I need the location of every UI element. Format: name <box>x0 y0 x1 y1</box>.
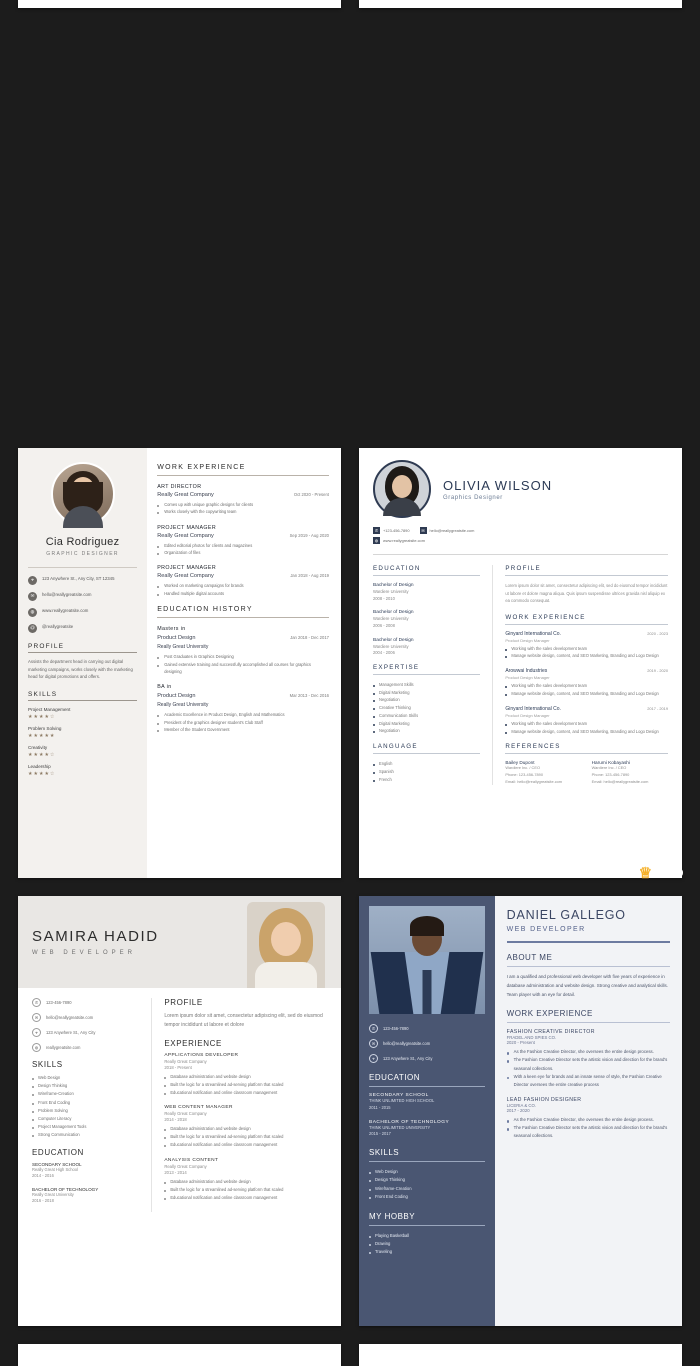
education-entry: BA in Product Design Mar 2013 - Dec 2016 Really Great University Academic Excellence in Product Design, English and Mathematics President of the graphics designer student's Club Staff Member of the Student Government <box>157 684 329 732</box>
about-text: I am a qualified and professional web developer with five years of experience in database administration and website design. Strong creative and analytical skills. Team player with an eye for detail. <box>506 974 668 997</box>
mail-icon: ✉ <box>32 1013 41 1022</box>
rating-stars: ★★★★★ <box>28 732 56 739</box>
job-entry: APPLICATIONS DEVELOPER Really Great Company 2018 - Present Database administration and website design Built the logic for a streamlined ad-serving platform that scaled Educational notification and online classroom management <box>164 1053 327 1098</box>
section-about-title: ABOUT ME <box>506 953 553 962</box>
education-entry: BACHELOR OF TECHNOLOGY THINK UNLIMITED UNIVERSITY 2015 - 2017 <box>369 1119 450 1137</box>
page-title: Cia Rodriguez <box>45 536 120 548</box>
profile-text: Lorem ipsum dolor sit amet, consectetur adipiscing elit, sed do eiusmod tempor incididunt ut labore et dolore <box>164 1013 323 1029</box>
globe-icon: ◍ <box>374 538 379 543</box>
resume4-role: WEB DEVELOPER <box>506 926 586 933</box>
contact-email: ✉ hello@reallygreatsite.com <box>421 528 475 533</box>
resume2-role: Graphics Designer <box>443 494 503 501</box>
divider <box>507 941 670 943</box>
section-references-title: REFERENCES <box>505 743 561 751</box>
template-card-clipped-2[interactable] <box>359 0 682 8</box>
contact-email: ✉ hello@reallygreatsite.com <box>32 1013 139 1022</box>
contact-website: ◍ www.reallygreatsite.com <box>28 608 137 617</box>
template-card-clipped-1[interactable] <box>18 0 341 8</box>
rating-stars: ★★★★☆ <box>28 770 56 777</box>
resume-card-cia-rodriguez[interactable] <box>18 448 341 878</box>
education-entry: SECONDARY SCHOOL Really Great High School 2014 - 2016 <box>32 1161 82 1179</box>
contact-website: ◍ www.reallygreatsite.com <box>374 538 425 543</box>
reference-entry: Harumi Kobayashi Wardiere Inc. / CEO Phone: 123-456-7890 Email: hello@reallygreatsite.com <box>591 760 649 784</box>
skill-item: Leadership ★★★★☆ <box>28 764 137 777</box>
section-hobby-title: MY HOBBY <box>369 1211 416 1221</box>
contact-location: ⌖ 123 Anywhere St., Any City <box>32 1028 139 1037</box>
divider <box>28 567 137 568</box>
contact-website: ◍ reallygreatsite.com <box>32 1043 139 1052</box>
resume-card-olivia-wilson[interactable] <box>359 448 682 878</box>
page-title: OLIVIA WILSON <box>443 477 553 493</box>
phone-icon: ✆ <box>369 1024 378 1033</box>
avatar <box>369 906 485 1014</box>
job-entry: Ginyard International Co. 2020 - 2023 Product Design Manager Working with the sales development team Manage website design, content, and SEO Marketing, Branding and Logo Design <box>505 630 668 659</box>
resume3-main <box>151 998 327 1212</box>
section-skills-title: SKILLS <box>28 690 58 698</box>
job-entry: Arowwai Industries 2019 - 2020 Product Design Manager Working with the sales development team Manage website design, content, and SEO Marketing, Branding and Logo Design <box>505 668 668 696</box>
job-entry: ANALYSIS CONTENT Really Great Company 2013 - 2014 Database administration and website design Built the logic for a streamlined ad-serving platform that scaled Educational notification and online classroom management <box>164 1158 327 1203</box>
resume1-role: GRAPHIC DESIGNER <box>46 551 119 557</box>
section-experience-title: EXPERIENCE <box>164 1038 222 1048</box>
resume2-sidebar: EDUCATION Bachelor of Design Wardiere University 2008 - 2010 Bachelor of Design Wardiere University 2006 - 2008 Bachelor of Design Wardiere University 2004 - 2006 EXPERTISE Management Skills Digital Marketing Negotiation Creative Thinking Communication Skills Digital Marketing Negotiation LANGUAGE English Spanish French <box>373 565 480 785</box>
education-entry: Bachelor of Design Wardiere University 2004 - 2006 <box>373 637 414 656</box>
mail-icon: ✉ <box>28 592 37 601</box>
education-entry: BACHELOR OF TECHNOLOGY Really Great University 2016 - 2018 <box>32 1186 99 1204</box>
section-language-title: LANGUAGE <box>373 743 418 751</box>
rating-stars: ★★★★☆ <box>28 751 56 758</box>
location-icon: ⌖ <box>28 576 37 585</box>
resume3-header <box>18 896 341 988</box>
contact-row-2 <box>373 537 668 544</box>
contact-email: ✉ hello@reallygreatsite.com <box>369 1039 485 1048</box>
job-entry: PROJECT MANAGER Really Great Company Sep 2019 - Aug 2020 Edited editorial photos for clients and magazines Organization of files <box>157 524 329 556</box>
skill-item: Problem Solving ★★★★★ <box>28 726 137 739</box>
skill-item: Project Management ★★★★☆ <box>28 707 137 720</box>
contact-location: ⌖ 123 Anywhere St., Any City, ST 12345 <box>28 576 137 585</box>
section-profile-title: PROFILE <box>28 643 65 650</box>
at-icon: @ <box>28 624 37 633</box>
section-education-title: EDUCATION <box>369 1073 421 1082</box>
job-entry: WEB CONTENT MANAGER Really Great Company 2014 - 2018 Database administration and website design Built the logic for a streamlined ad-serving platform that scaled Educational notification and online classroom management <box>164 1105 327 1150</box>
location-icon: ⌖ <box>369 1054 378 1063</box>
mail-icon: ✉ <box>369 1039 378 1048</box>
contact-location: ⌖ 123 Anywhere St., Any City <box>369 1054 485 1063</box>
section-work-title: WORK EXPERIENCE <box>506 1009 593 1019</box>
avatar <box>247 902 325 988</box>
resume1-sidebar <box>18 448 147 878</box>
pro-badge[interactable] <box>639 864 684 882</box>
resume2-header <box>373 460 668 518</box>
resume3-sidebar: ✆ 123-456-7890 ✉ hello@reallygreatsite.com ⌖ 123 Anywhere St., Any City ◍ reallygreatsite.com SKILLS Web Design Design Thinking Wireframe-Creation Front End Coding Problem Solving Computer Literacy Project Management Tools Strong Communication EDUCATION SECONDARY SCHOOL Really Great High School 2014 - 2016 BACHELOR OF TECHNOLOGY Really Great University 2016 - 2018 <box>32 998 139 1212</box>
profile-text: Lorem ipsum dolor sit amet, consectetur adipiscing elit, sed do eiusmod tempor incididunt ut labore et dolore magna aliqua. Quis ipsum suspendisse ultrices gravida nisl aliquip ex ea commodo consequat. <box>505 583 668 604</box>
globe-icon: ◍ <box>28 608 37 617</box>
contact-phone: ✆ 123-456-7890 <box>32 998 139 1007</box>
mail-icon: ✉ <box>421 528 425 533</box>
divider <box>373 554 668 555</box>
rating-stars: ★★★★☆ <box>28 713 56 720</box>
section-skills-title: SKILLS <box>32 1060 63 1069</box>
crown-icon: ♕ <box>638 864 653 882</box>
page-title: SAMIRA HADID <box>32 928 159 945</box>
template-card-clipped-4[interactable] <box>359 1344 682 1366</box>
resume3-role: WEB DEVELOPER <box>32 950 137 956</box>
job-entry: PROJECT MANAGER Really Great Company Jan 2018 - Aug 2019 Worked on marketing campaigns for brands Handled multiple digital accounts <box>157 565 329 596</box>
job-entry: ART DIRECTOR Really Great Company Oct 2020 - Present Comes up with unique graphic designs for clients Works closely with the copywriting team <box>157 484 329 515</box>
resume4-sidebar: ✆ 123-456-7890 ✉ hello@reallygreatsite.com ⌖ 123 Anywhere St., Any City EDUCATION SECONDARY SCHOOL THINK UNLIMITED HIGH SCHOOL 2011 - 2015 BACHELOR OF TECHNOLOGY THINK UNLIMITED UNIVERSITY 2015 - 2017 SKILLS Web Design Design Thinking Wireframe-Creation Front End Coding MY HOBBY Playing Basketball Drawing Traveling <box>359 896 495 1326</box>
reference-entry: Bailey Dupont Wardiere Inc. / CEO Phone: 123-456-7890 Email: hello@reallygreatsite.com <box>505 760 563 784</box>
contact-phone: ✆ 123-456-7890 <box>369 1024 485 1033</box>
avatar <box>373 460 431 518</box>
contact-phone: ✆ +123-456-7890 <box>374 528 410 533</box>
globe-icon: ◍ <box>32 1043 41 1052</box>
profile-text: Assists the department head in carrying out digital marketing campaigns, works closely with the marketing head for digital promotions and offers. <box>28 659 133 680</box>
education-entry: SECONDARY SCHOOL THINK UNLIMITED HIGH SCHOOL 2011 - 2015 <box>369 1093 435 1110</box>
section-skills-title: SKILLS <box>369 1148 400 1157</box>
pro-badge-label: Pro <box>656 864 684 881</box>
section-profile-title: PROFILE <box>164 998 203 1007</box>
section-education-title: EDUCATION <box>373 565 421 572</box>
section-education-title: EDUCATION <box>32 1147 84 1157</box>
gallery-row-clipped-bottom <box>18 1344 682 1366</box>
education-entry: Bachelor of Design Wardiere University 2006 - 2008 <box>373 610 414 629</box>
contact-social: @ @reallygreatsite <box>28 624 137 633</box>
page-title: DANIEL GALLEGO <box>506 908 626 922</box>
section-expertise-title: EXPERTISE <box>373 663 420 671</box>
job-entry: FASHION CREATIVE DIRECTOR FRADEL AND SPIES CO. 2020 - Present As the Fashion Creative Director, she oversees the entire design process. The Fashion Creative Director sets the artistic vision and direction for the brand's seasonal collections. With a keen eye for brands and an innate sense of style, the Fashion Creative Director oversees the entire creative process <box>507 1029 670 1089</box>
education-entry: Masters in Product Design Jan 2018 - Dec 2017 Really Great University Post Graduates in Graphics Designing Gained extensive training and successfully accomplished all courses for graphics designing <box>157 626 329 674</box>
section-work-title: WORK EXPERIENCE <box>157 464 246 471</box>
resume-card-samira-hadid[interactable] <box>18 896 341 1326</box>
location-icon: ⌖ <box>32 1028 41 1037</box>
phone-icon: ✆ <box>374 528 379 533</box>
education-entry: Bachelor of Design Wardiere University 2008 - 2010 <box>373 583 414 601</box>
section-profile-title: PROFILE <box>505 565 541 572</box>
section-education-title: EDUCATION HISTORY <box>157 606 253 614</box>
phone-icon: ✆ <box>32 998 41 1007</box>
gallery-row-clipped-top <box>18 0 682 8</box>
resume1-main <box>147 448 341 878</box>
job-entry: LEAD FASHION DESIGNER LICERIA & CO. 2017 - 2020 As the Fashion Creative Director, she oversees the entire design process. The Fashion Creative Director sets the artistic vision and direction for the brand's seasonal collections. <box>507 1097 670 1140</box>
resume4-main <box>495 896 682 1326</box>
section-work-title: WORK EXPERIENCE <box>505 613 586 621</box>
resume-card-daniel-gallego[interactable] <box>359 896 682 1326</box>
template-card-clipped-3[interactable] <box>18 1344 341 1366</box>
resume2-main <box>492 565 668 785</box>
contact-email: ✉ hello@reallygreatsite.com <box>28 592 137 601</box>
contact-row <box>373 527 668 534</box>
avatar <box>51 462 115 526</box>
job-entry: Ginyard International Co. 2017 - 2019 Product Design Manager Working with the sales development team Manage website design, content, and SEO Marketing, Branding and Logo Design <box>505 705 668 734</box>
skill-item: Creativity ★★★★☆ <box>28 745 137 758</box>
